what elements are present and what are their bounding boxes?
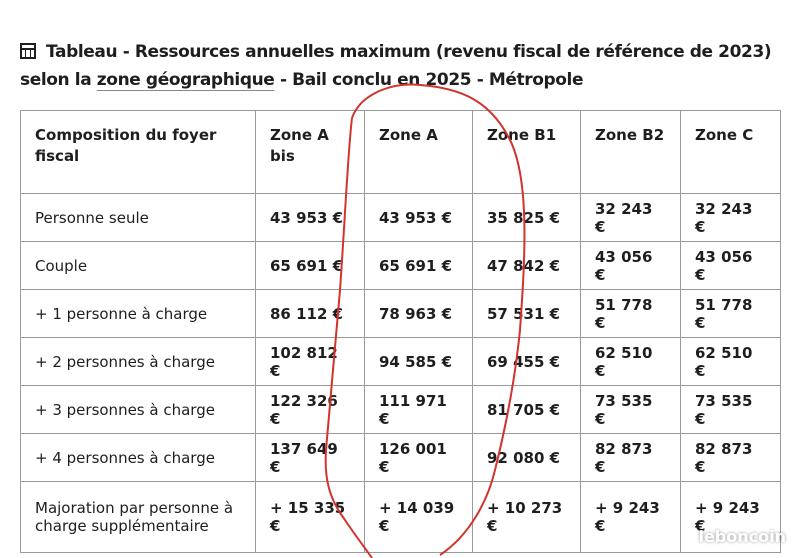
amount-cell: 111 971 € xyxy=(365,386,473,434)
amount-cell: 65 691 € xyxy=(256,242,365,290)
amount-cell: 62 510 € xyxy=(581,338,681,386)
header-zone-a: Zone A xyxy=(365,111,473,194)
amount-cell: 43 953 € xyxy=(365,194,473,242)
amount-cell: + 9 243 € xyxy=(681,482,781,553)
amount-cell: 73 535 € xyxy=(581,386,681,434)
amount-cell: 102 812 € xyxy=(256,338,365,386)
amount-cell: 126 001 € xyxy=(365,434,473,482)
amount-cell: 51 778 € xyxy=(581,290,681,338)
income-table xyxy=(20,110,781,553)
table-row xyxy=(21,434,781,482)
amount-cell: 43 953 € xyxy=(256,194,365,242)
leboncoin-watermark: leboncoin xyxy=(698,527,786,546)
table-row xyxy=(21,338,781,386)
header-composition: Composition du foyer fiscal xyxy=(21,111,256,194)
amount-cell: 82 873 € xyxy=(681,434,781,482)
table-row xyxy=(21,290,781,338)
header-zone-abis: Zone A bis xyxy=(256,111,365,194)
row-label: + 2 personnes à charge xyxy=(21,338,256,386)
amount-cell: 81 705 € xyxy=(473,386,581,434)
amount-cell: 47 842 € xyxy=(473,242,581,290)
row-label: + 1 personne à charge xyxy=(21,290,256,338)
header-zone-b1: Zone B1 xyxy=(473,111,581,194)
table-icon xyxy=(20,43,36,59)
amount-cell: 35 825 € xyxy=(473,194,581,242)
table-caption: Tableau - Ressources annuelles maximum (revenu fiscal de référence de 2023) selon la zone géographique - Bail conclu en 2025 - Métropole xyxy=(20,42,772,90)
amount-cell: 92 080 € xyxy=(473,434,581,482)
amount-cell: 43 056 € xyxy=(681,242,781,290)
table-row xyxy=(21,482,781,553)
row-label: + 3 personnes à charge xyxy=(21,386,256,434)
amount-cell: 122 326 € xyxy=(256,386,365,434)
table-row xyxy=(21,242,781,290)
amount-cell: + 15 335 € xyxy=(256,482,365,553)
header-zone-b2: Zone B2 xyxy=(581,111,681,194)
table-row xyxy=(21,386,781,434)
amount-cell: 51 778 € xyxy=(681,290,781,338)
amount-cell: 43 056 € xyxy=(581,242,681,290)
amount-cell: + 9 243 € xyxy=(581,482,681,553)
amount-cell: 94 585 € xyxy=(365,338,473,386)
row-label: Couple xyxy=(21,242,256,290)
amount-cell: 65 691 € xyxy=(365,242,473,290)
amount-cell: 57 531 € xyxy=(473,290,581,338)
table-header-row xyxy=(21,111,781,194)
amount-cell: 69 455 € xyxy=(473,338,581,386)
header-zone-c: Zone C xyxy=(681,111,781,194)
row-label: + 4 personnes à charge xyxy=(21,434,256,482)
zone-link[interactable]: zone géographique xyxy=(96,70,275,90)
amount-cell: 137 649 € xyxy=(256,434,365,482)
amount-cell: + 10 273 € xyxy=(473,482,581,553)
row-label: Majoration par personne à charge supplémentaire xyxy=(21,482,256,553)
amount-cell: 86 112 € xyxy=(256,290,365,338)
amount-cell: 82 873 € xyxy=(581,434,681,482)
amount-cell: 32 243 € xyxy=(681,194,781,242)
amount-cell: 73 535 € xyxy=(681,386,781,434)
row-label: Personne seule xyxy=(21,194,256,242)
table-row xyxy=(21,194,781,242)
amount-cell: + 14 039 € xyxy=(365,482,473,553)
amount-cell: 78 963 € xyxy=(365,290,473,338)
amount-cell: 62 510 € xyxy=(681,338,781,386)
amount-cell: 32 243 € xyxy=(581,194,681,242)
